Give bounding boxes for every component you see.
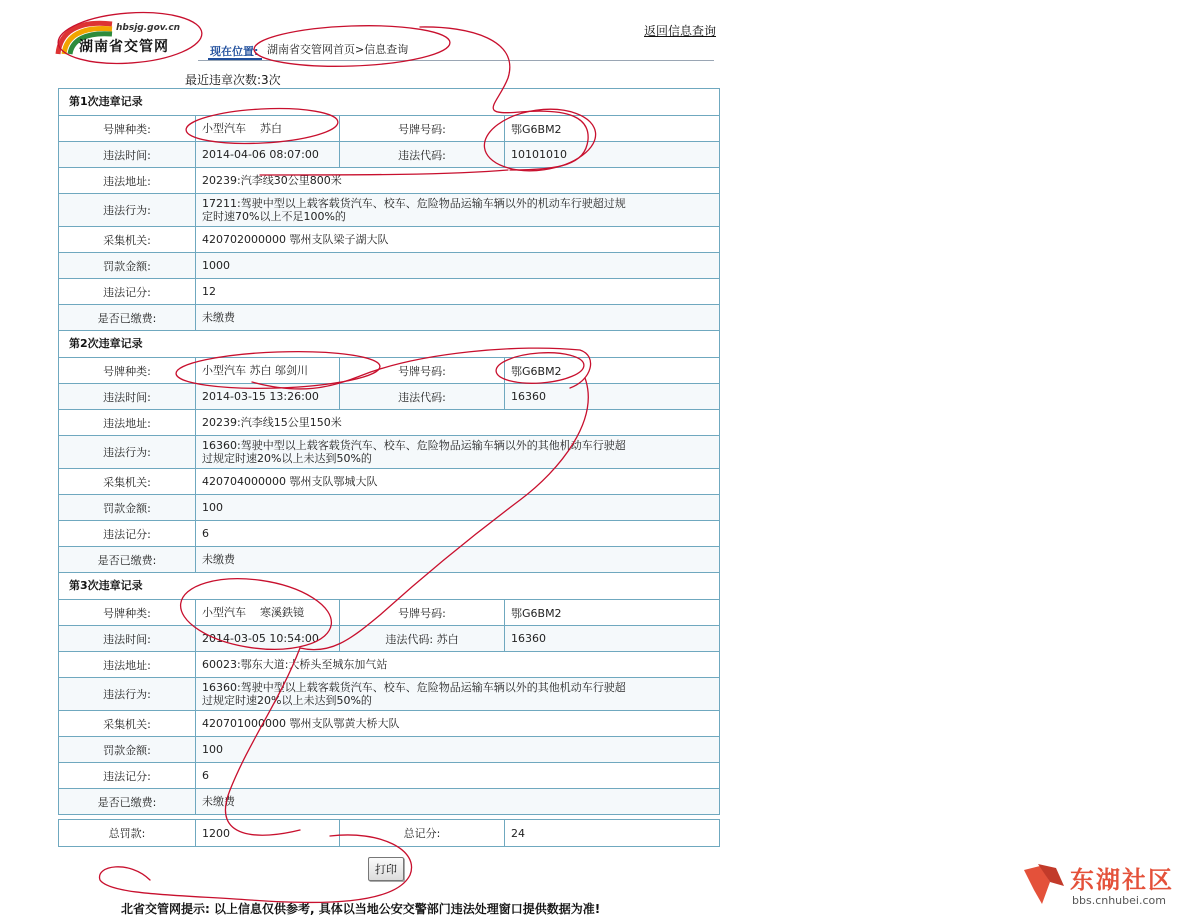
behavior-line-1: 16360:驾驶中型以上载客载货汽车、校车、危险物品运输车辆以外的其他机动车行驶超 xyxy=(202,439,626,452)
points-label: 违法记分: xyxy=(59,279,196,304)
code-value: 10101010 xyxy=(511,148,567,161)
behavior-line-1: 16360:驾驶中型以上载客载货汽车、校车、危险物品运输车辆以外的其他机动车行驶超 xyxy=(202,681,626,694)
points-label: 违法记分: xyxy=(59,521,196,546)
fine-label: 罚款金额: xyxy=(59,495,196,520)
time-label: 违法时间: xyxy=(59,384,196,409)
behavior-value xyxy=(196,436,719,468)
plate-no-value: 鄂G6BM2 xyxy=(511,122,562,136)
plate-type-value: 小型汽车 苏白 邬剑川 xyxy=(196,358,340,383)
record-title: 第2次违章记录 xyxy=(59,331,719,358)
breadcrumb[interactable]: 湖南省交管网首页>信息查询 xyxy=(267,43,409,56)
points-value: 12 xyxy=(202,285,216,298)
agency-value: 420702000000 鄂州支队梁子湖大队 xyxy=(202,233,389,246)
watermark-url: bbs.cnhubei.com xyxy=(1072,894,1166,907)
plate-type-value: 小型汽车 寒溪鉄镜 xyxy=(196,600,340,625)
breadcrumb-underline xyxy=(208,58,262,60)
agency-label: 采集机关: xyxy=(59,469,196,494)
violation-count: 最近违章次数:3次 xyxy=(185,73,281,87)
header-divider xyxy=(198,60,714,61)
paid-label: 是否已缴费: xyxy=(59,305,196,330)
behavior-line-2: 定时速70%以上不足100%的 xyxy=(202,210,346,223)
behavior-line-1: 17211:驾驶中型以上载客载货汽车、校车、危险物品运输车辆以外的机动车行驶超过规 xyxy=(202,197,626,210)
time-value: 2014-04-06 08:07:00 xyxy=(196,142,340,167)
code-label: 违法代码: 苏白 xyxy=(340,626,505,651)
code-label: 违法代码: xyxy=(340,142,505,167)
paid-label: 是否已缴费: xyxy=(59,789,196,814)
forum-watermark xyxy=(1020,858,1196,912)
address-label: 违法地址: xyxy=(59,168,196,193)
address-value: 20239:汽李线15公里150米 xyxy=(202,416,342,429)
time-label: 违法时间: xyxy=(59,142,196,167)
logo-title: 湖南省交管网 xyxy=(79,39,169,55)
watermark-logo-icon xyxy=(1020,860,1068,908)
plate-type-label: 号牌种类: xyxy=(59,116,196,141)
totals-row xyxy=(58,819,720,847)
behavior-label: 违法行为: xyxy=(59,678,196,710)
paid-value: 未缴费 xyxy=(202,553,235,566)
agency-value: 420701000000 鄂州支队鄂黄大桥大队 xyxy=(202,717,400,730)
points-value: 6 xyxy=(202,527,209,540)
agency-label: 采集机关: xyxy=(59,711,196,736)
code-value: 16360 xyxy=(511,632,546,645)
plate-no-label: 号牌号码: xyxy=(340,600,505,625)
total-fine-label: 总罚款: xyxy=(59,820,196,846)
footer-note: 北省交管网提示: 以上信息仅供参考, 具体以当地公安交警部门违法处理窗口提供数据为准! xyxy=(121,902,601,916)
site-logo[interactable] xyxy=(54,14,194,60)
breadcrumb-label: 现在位置: xyxy=(210,45,259,58)
violation-record-1 xyxy=(58,88,720,331)
plate-type-label: 号牌种类: xyxy=(59,358,196,383)
back-to-query-link[interactable]: 返回信息查询 xyxy=(644,24,717,38)
plate-no-value: 鄂G6BM2 xyxy=(511,364,562,378)
points-value: 6 xyxy=(202,769,209,782)
behavior-value xyxy=(196,194,719,226)
address-label: 违法地址: xyxy=(59,652,196,677)
time-value: 2014-03-15 13:26:00 xyxy=(196,384,340,409)
address-label: 违法地址: xyxy=(59,410,196,435)
address-value: 60023:鄂东大道:大桥头至城东加气站 xyxy=(202,658,388,671)
agency-label: 采集机关: xyxy=(59,227,196,252)
violation-record-3 xyxy=(58,573,720,815)
behavior-label: 违法行为: xyxy=(59,194,196,226)
paid-value: 未缴费 xyxy=(202,311,235,324)
agency-value: 420704000000 鄂州支队鄂城大队 xyxy=(202,475,378,488)
plate-type-value: 小型汽车 苏白 xyxy=(196,116,340,141)
print-button[interactable]: 打印 xyxy=(368,857,404,881)
record-title: 第1次违章记录 xyxy=(59,89,719,116)
record-title: 第3次违章记录 xyxy=(59,573,719,600)
violation-record-2 xyxy=(58,331,720,573)
time-label: 违法时间: xyxy=(59,626,196,651)
fine-value: 100 xyxy=(202,743,223,756)
behavior-line-2: 过规定时速20%以上未达到50%的 xyxy=(202,694,372,707)
paid-label: 是否已缴费: xyxy=(59,547,196,572)
fine-label: 罚款金额: xyxy=(59,253,196,278)
fine-value: 100 xyxy=(202,501,223,514)
fine-label: 罚款金额: xyxy=(59,737,196,762)
points-label: 违法记分: xyxy=(59,763,196,788)
plate-no-label: 号牌号码: xyxy=(340,116,505,141)
plate-no-value: 鄂G6BM2 xyxy=(511,606,562,620)
logo-url-text: hbsjg.gov.cn xyxy=(116,23,181,33)
total-points-value: 24 xyxy=(511,826,525,840)
behavior-value xyxy=(196,678,719,710)
violation-table xyxy=(58,88,720,847)
fine-value: 1000 xyxy=(202,259,230,272)
paid-value: 未缴费 xyxy=(202,795,235,808)
total-fine-value: 1200 xyxy=(196,820,340,846)
plate-no-label: 号牌号码: xyxy=(340,358,505,383)
plate-type-label: 号牌种类: xyxy=(59,600,196,625)
time-value: 2014-03-05 10:54:00 xyxy=(196,626,340,651)
behavior-label: 违法行为: xyxy=(59,436,196,468)
total-points-label: 总记分: xyxy=(340,820,505,846)
address-value: 20239:汽李线30公里800米 xyxy=(202,174,342,187)
code-value: 16360 xyxy=(511,390,546,403)
behavior-line-2: 过规定时速20%以上未达到50%的 xyxy=(202,452,372,465)
watermark-brand: 东湖社区 xyxy=(1070,866,1174,894)
code-label: 违法代码: xyxy=(340,384,505,409)
